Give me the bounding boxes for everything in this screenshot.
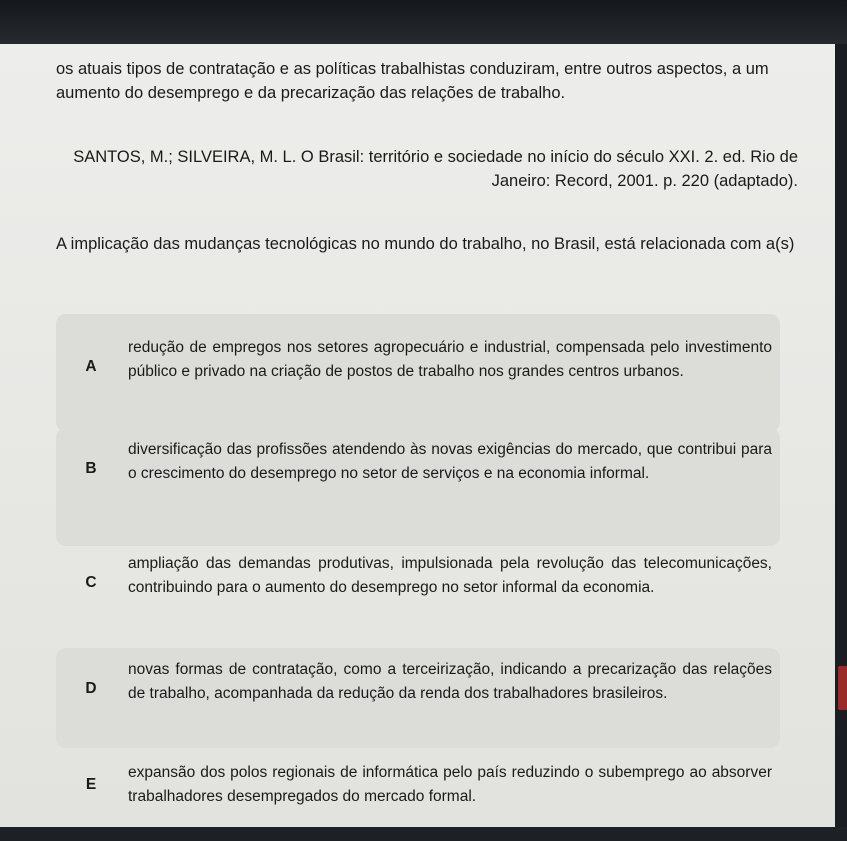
- monitor-top-bezel: [0, 0, 847, 44]
- option-d[interactable]: [56, 648, 780, 748]
- window-edge-accent: [838, 666, 847, 710]
- monitor-bottom-bezel: [0, 827, 847, 841]
- option-a[interactable]: [56, 314, 780, 432]
- quote-text: os atuais tipos de contratação e as políticas trabalhistas conduziram, entre outros aspectos, a um aumento do desemprego e da precarização das relações de trabalho.: [56, 60, 769, 102]
- option-b[interactable]: [56, 428, 780, 546]
- option-e[interactable]: [56, 756, 780, 822]
- option-d-text: novas formas de contratação, como a terceirização, indicando a precarização das relações de trabalho, acompanhada da redução da renda dos trabalhadores brasileiros.: [128, 661, 772, 702]
- option-b-text: diversificação das profissões atendendo às novas exigências do mercado, que contribui para o crescimento do desemprego no setor de serviços e na economia informal.: [128, 441, 772, 482]
- citation-text: SANTOS, M.; SILVEIRA, M. L. O Brasil: território e sociedade no início do século XXI. 2. ed. Rio de Janeiro: Record, 2001. p. 220 (adaptado).: [73, 148, 798, 190]
- option-e-letter: E: [85, 776, 97, 793]
- option-a-text: redução de empregos nos setores agropecuário e industrial, compensada pelo investimento público e privado na criação de postos de trabalho nos grandes centros urbanos.: [128, 339, 772, 380]
- option-d-letter: D: [85, 680, 97, 697]
- option-a-letter: A: [85, 358, 97, 375]
- option-b-letter: B: [85, 460, 97, 477]
- option-c[interactable]: [56, 548, 780, 644]
- option-c-letter: C: [85, 574, 97, 591]
- option-e-text: expansão dos polos regionais de informática pelo país reduzindo o subemprego ao absorver trabalhadores desempregados do mercado formal.: [128, 764, 772, 805]
- question-stem: A implicação das mudanças tecnológicas no mundo do trabalho, no Brasil, está relacionada com a(s): [56, 235, 795, 253]
- option-c-text: ampliação das demandas produtivas, impulsionada pela revolução das telecomunicações, contribuindo para o aumento do desemprego no setor informal da economia.: [128, 555, 772, 596]
